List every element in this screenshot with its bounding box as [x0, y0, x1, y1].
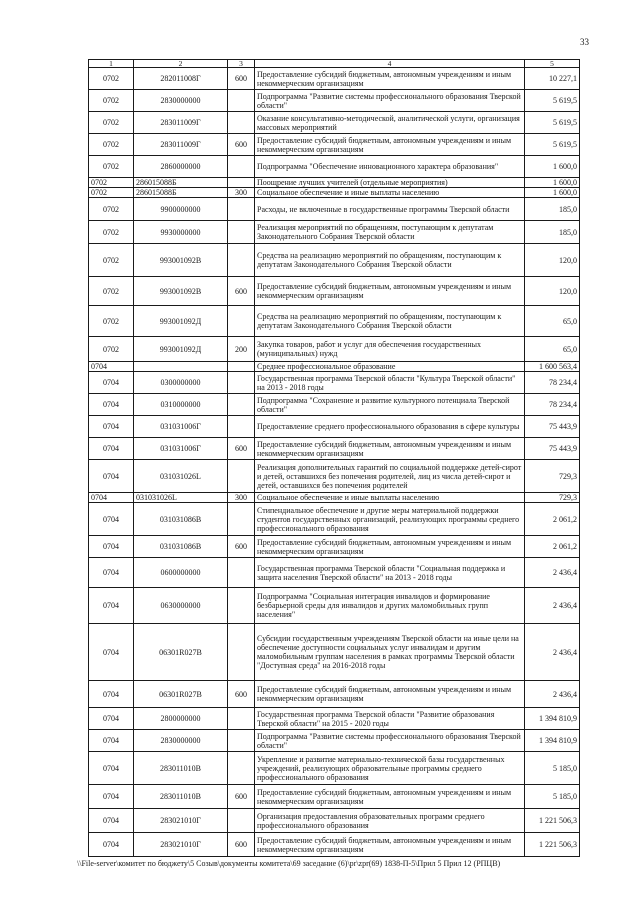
item-name: Предоставление субсидий бюджетным, автономным учреждениям и иным некоммерческим организациям — [255, 833, 525, 857]
expense-type-code: 300 — [228, 188, 255, 198]
target-article-code: 283011009Г — [134, 134, 228, 156]
item-name: Подпрограмма "Социальная интеграция инвалидов и формирование безбарьерной среды для инвалидов и других маломобильных групп населения" — [255, 588, 525, 624]
section-code: 0702 — [89, 188, 134, 198]
amount: 729,3 — [525, 493, 580, 503]
item-name: Средства на реализацию мероприятий по обращениям, поступающим к депутатам Законодательного Собрания Тверской области — [255, 306, 525, 337]
section-code: 0704 — [89, 493, 134, 503]
section-code: 0704 — [89, 833, 134, 857]
amount: 1 600,0 — [525, 156, 580, 178]
amount: 2 436,4 — [525, 624, 580, 681]
expense-type-code — [228, 558, 255, 588]
table-row — [89, 90, 580, 112]
amount: 1 600,0 — [525, 178, 580, 188]
table-row — [89, 708, 580, 730]
target-article-code: 993001092В — [134, 244, 228, 277]
item-name: Реализация дополнительных гарантий по социальной поддержке детей-сирот и детей, оставшихся без попечения родителей, лиц из числа детей-сирот и детей, оставшихся без попечения родителей — [255, 460, 525, 493]
header-col-3: 3 — [228, 60, 255, 68]
expense-type-code — [228, 372, 255, 394]
item-name: Закупка товаров, работ и услуг для обеспечения государственных (муниципальных) нужд — [255, 337, 525, 362]
amount: 78 234,4 — [525, 372, 580, 394]
target-article-code: 031031026L — [134, 460, 228, 493]
table-row — [89, 394, 580, 416]
table-row — [89, 785, 580, 809]
item-name: Социальное обеспечение и иные выплаты населению — [255, 493, 525, 503]
target-article-code: 9900000000 — [134, 198, 228, 221]
section-code: 0704 — [89, 372, 134, 394]
target-article-code: 031031006Г — [134, 438, 228, 460]
amount: 10 227,1 — [525, 68, 580, 90]
expense-type-code: 600 — [228, 833, 255, 857]
target-article-code: 0600000000 — [134, 558, 228, 588]
amount: 1 394 810,9 — [525, 730, 580, 752]
table-row — [89, 178, 580, 188]
amount: 5 619,5 — [525, 90, 580, 112]
expense-type-code — [228, 503, 255, 536]
item-name: Предоставление субсидий бюджетным, автономным учреждениям и иным некоммерческим организациям — [255, 438, 525, 460]
table-row — [89, 558, 580, 588]
table-row — [89, 493, 580, 503]
section-code: 0704 — [89, 785, 134, 809]
expense-type-code: 600 — [228, 681, 255, 708]
section-code: 0702 — [89, 337, 134, 362]
target-article-code: 286015088Б — [134, 178, 228, 188]
target-article-code: 2860000000 — [134, 156, 228, 178]
amount: 78 234,4 — [525, 394, 580, 416]
section-code: 0704 — [89, 416, 134, 438]
expense-type-code — [228, 362, 255, 372]
amount: 1 221 506,3 — [525, 809, 580, 833]
table-row — [89, 438, 580, 460]
item-name: Предоставление субсидий бюджетным, автономным учреждениям и иным некоммерческим организациям — [255, 785, 525, 809]
expense-type-code: 600 — [228, 277, 255, 306]
item-name: Предоставление субсидий бюджетным, автономным учреждениям и иным некоммерческим организациям — [255, 536, 525, 558]
item-name: Подпрограмма "Обеспечение инновационного характера образования" — [255, 156, 525, 178]
header-col-4: 4 — [255, 60, 525, 68]
item-name: Субсидии государственным учреждениям Тверской области на иные цели на обеспечение доступности социальных услуг инвалидам и другим маломобильным группам населения в рамках программы Тверской области "Доступная среда" на 2016-2018 годы — [255, 624, 525, 681]
header-col-1: 1 — [89, 60, 134, 68]
header-col-5: 5 — [525, 60, 580, 68]
table-row — [89, 416, 580, 438]
target-article-code: 993001092Д — [134, 337, 228, 362]
target-article-code: 283021010Г — [134, 809, 228, 833]
item-name: Предоставление субсидий бюджетным, автономным учреждениям и иным некоммерческим организациям — [255, 134, 525, 156]
table-row — [89, 221, 580, 244]
target-article-code: 286015088Б — [134, 188, 228, 198]
expense-type-code — [228, 90, 255, 112]
amount: 1 600 563,4 — [525, 362, 580, 372]
amount: 2 061,2 — [525, 536, 580, 558]
target-article-code: 06301R027В — [134, 624, 228, 681]
expense-type-code — [228, 752, 255, 785]
expense-type-code — [228, 416, 255, 438]
item-name: Стипендиальное обеспечение и другие меры материальной поддержки студентов государственных организаций, реализующих программы среднего профессионального образования — [255, 503, 525, 536]
target-article-code: 283011009Г — [134, 112, 228, 134]
target-article-code: 993001092Д — [134, 306, 228, 337]
target-article-code — [134, 362, 228, 372]
table-body — [89, 68, 580, 857]
table-row — [89, 156, 580, 178]
table-row — [89, 68, 580, 90]
amount: 1 600,0 — [525, 188, 580, 198]
expense-type-code — [228, 156, 255, 178]
section-code: 0702 — [89, 134, 134, 156]
section-code: 0704 — [89, 681, 134, 708]
item-name: Подпрограмма "Развитие системы профессионального образования Тверской области" — [255, 90, 525, 112]
amount: 65,0 — [525, 337, 580, 362]
target-article-code: 283021010Г — [134, 833, 228, 857]
expense-type-code — [228, 221, 255, 244]
amount: 2 061,2 — [525, 503, 580, 536]
expense-type-code: 600 — [228, 785, 255, 809]
table-row — [89, 460, 580, 493]
target-article-code: 031031006Г — [134, 416, 228, 438]
item-name: Средства на реализацию мероприятий по обращениям, поступающим к депутатам Законодательного Собрания Тверской области — [255, 244, 525, 277]
target-article-code: 282011008Г — [134, 68, 228, 90]
expense-type-code: 600 — [228, 536, 255, 558]
section-code: 0704 — [89, 588, 134, 624]
item-name: Предоставление субсидий бюджетным, автономным учреждениям и иным некоммерческим организациям — [255, 681, 525, 708]
target-article-code: 0630000000 — [134, 588, 228, 624]
amount: 1 221 506,3 — [525, 833, 580, 857]
item-name: Расходы, не включенные в государственные программы Тверской области — [255, 198, 525, 221]
target-article-code: 031031086В — [134, 503, 228, 536]
expense-type-code — [228, 394, 255, 416]
table-row — [89, 134, 580, 156]
amount: 5 185,0 — [525, 752, 580, 785]
section-code: 0702 — [89, 244, 134, 277]
section-code: 0702 — [89, 277, 134, 306]
section-code: 0704 — [89, 624, 134, 681]
table-row — [89, 588, 580, 624]
expense-type-code — [228, 730, 255, 752]
expense-type-code — [228, 809, 255, 833]
amount: 120,0 — [525, 244, 580, 277]
item-name: Государственная программа Тверской области "Социальная поддержка и защита населения Тверской области" на 2013 - 2018 годы — [255, 558, 525, 588]
amount: 185,0 — [525, 221, 580, 244]
amount: 729,3 — [525, 460, 580, 493]
amount: 65,0 — [525, 306, 580, 337]
section-code: 0704 — [89, 752, 134, 785]
table-row — [89, 809, 580, 833]
header-col-2: 2 — [134, 60, 228, 68]
amount: 2 436,4 — [525, 558, 580, 588]
expense-type-code: 600 — [228, 438, 255, 460]
amount: 75 443,9 — [525, 438, 580, 460]
target-article-code: 031031086В — [134, 536, 228, 558]
amount: 5 185,0 — [525, 785, 580, 809]
table-row — [89, 624, 580, 681]
section-code: 0702 — [89, 112, 134, 134]
section-code: 0704 — [89, 394, 134, 416]
table-row — [89, 112, 580, 134]
section-code: 0704 — [89, 362, 134, 372]
budget-table — [88, 59, 580, 857]
target-article-code: 06301R027В — [134, 681, 228, 708]
amount: 5 619,5 — [525, 134, 580, 156]
section-code: 0702 — [89, 221, 134, 244]
table-row — [89, 188, 580, 198]
target-article-code: 283011010В — [134, 752, 228, 785]
section-code: 0704 — [89, 730, 134, 752]
item-name: Реализация мероприятий по обращениям, поступающим к депутатам Законодательного Собрания Тверской области — [255, 221, 525, 244]
expense-type-code: 600 — [228, 68, 255, 90]
target-article-code: 2830000000 — [134, 730, 228, 752]
section-code: 0702 — [89, 156, 134, 178]
table-header-row — [89, 60, 580, 68]
expense-type-code — [228, 624, 255, 681]
item-name: Организация предоставления образовательных программ среднего профессионального образования — [255, 809, 525, 833]
expense-type-code — [228, 112, 255, 134]
item-name: Социальное обеспечение и иные выплаты населению — [255, 188, 525, 198]
expense-type-code — [228, 198, 255, 221]
section-code: 0702 — [89, 306, 134, 337]
expense-type-code: 600 — [228, 134, 255, 156]
section-code: 0702 — [89, 90, 134, 112]
target-article-code: 0300000000 — [134, 372, 228, 394]
item-name: Оказание консультативно-методической, аналитической услуги, организация массовых мероприятий — [255, 112, 525, 134]
amount: 1 394 810,9 — [525, 708, 580, 730]
amount: 2 436,4 — [525, 681, 580, 708]
table-row — [89, 198, 580, 221]
table-row — [89, 730, 580, 752]
item-name: Государственная программа Тверской области "Развитие образования Тверской области" на 2015 - 2020 годы — [255, 708, 525, 730]
amount: 185,0 — [525, 198, 580, 221]
expense-type-code — [228, 460, 255, 493]
expense-type-code — [228, 178, 255, 188]
table-row — [89, 503, 580, 536]
item-name: Государственная программа Тверской области "Культура Тверской области" на 2013 - 2018 годы — [255, 372, 525, 394]
section-code: 0702 — [89, 68, 134, 90]
item-name: Подпрограмма "Сохранение и развитие культурного потенциала Тверской области" — [255, 394, 525, 416]
item-name: Предоставление субсидий бюджетным, автономным учреждениям и иным некоммерческим организациям — [255, 68, 525, 90]
section-code: 0702 — [89, 178, 134, 188]
expense-type-code — [228, 588, 255, 624]
expense-type-code — [228, 306, 255, 337]
amount: 75 443,9 — [525, 416, 580, 438]
section-code: 0704 — [89, 708, 134, 730]
table-row — [89, 752, 580, 785]
table-row — [89, 536, 580, 558]
item-name: Подпрограмма "Развитие системы профессионального образования Тверской области" — [255, 730, 525, 752]
table-row — [89, 306, 580, 337]
target-article-code: 283011010В — [134, 785, 228, 809]
file-path-footer: \\File-server\комитет по бюджету\5 Созыв\документы комитета\69 заседание (6)\pr\zpr(69) 1838-П-5\Прил 5 Прил 12 (РПЦВ) — [77, 859, 501, 868]
section-code: 0704 — [89, 503, 134, 536]
amount: 5 619,5 — [525, 112, 580, 134]
section-code: 0704 — [89, 809, 134, 833]
section-code: 0704 — [89, 460, 134, 493]
table-row — [89, 681, 580, 708]
target-article-code: 2800000000 — [134, 708, 228, 730]
expense-type-code — [228, 708, 255, 730]
table-row — [89, 244, 580, 277]
target-article-code: 031031026L — [134, 493, 228, 503]
item-name: Среднее профессиональное образование — [255, 362, 525, 372]
expense-type-code — [228, 244, 255, 277]
item-name: Укрепление и развитие материально-технической базы государственных учреждений, реализующих образовательные программы среднего профессионального образования — [255, 752, 525, 785]
target-article-code: 9930000000 — [134, 221, 228, 244]
target-article-code: 2830000000 — [134, 90, 228, 112]
section-code: 0704 — [89, 536, 134, 558]
item-name: Предоставление субсидий бюджетным, автономным учреждениям и иным некоммерческим организациям — [255, 277, 525, 306]
table-row — [89, 337, 580, 362]
target-article-code: 0310000000 — [134, 394, 228, 416]
expense-type-code: 300 — [228, 493, 255, 503]
item-name: Поощрение лучших учителей (отдельные мероприятия) — [255, 178, 525, 188]
section-code: 0702 — [89, 198, 134, 221]
table-row — [89, 372, 580, 394]
page-number: 33 — [580, 37, 589, 47]
section-code: 0704 — [89, 558, 134, 588]
amount: 120,0 — [525, 277, 580, 306]
table-row — [89, 362, 580, 372]
amount: 2 436,4 — [525, 588, 580, 624]
table-row — [89, 833, 580, 857]
section-code: 0704 — [89, 438, 134, 460]
target-article-code: 993001092В — [134, 277, 228, 306]
expense-type-code: 200 — [228, 337, 255, 362]
item-name: Предоставление среднего профессионального образования в сфере культуры — [255, 416, 525, 438]
table-row — [89, 277, 580, 306]
